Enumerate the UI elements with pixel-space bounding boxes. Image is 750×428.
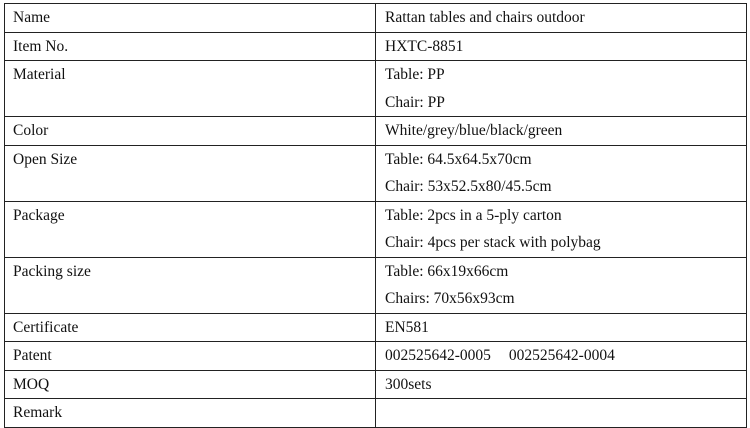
row-label-cell: [5, 61, 376, 117]
row-value: Table: 64.5x64.5x70cm: [385, 150, 532, 168]
row-label-cell: [5, 257, 376, 313]
row-label: Remark: [13, 404, 63, 421]
row-label: Color: [13, 122, 49, 139]
row-value-cell: [376, 145, 747, 201]
table-row: [5, 61, 747, 117]
row-value-cell: [376, 4, 747, 33]
row-value-cell: [376, 61, 747, 117]
row-value: Chairs: 70x56x93cm: [385, 290, 515, 307]
patent-number: 002525642-0005: [385, 347, 491, 364]
row-value: White/grey/blue/black/green: [385, 122, 563, 139]
row-value: Chair: 4pcs per stack with polybag: [385, 234, 601, 251]
table-row: [5, 201, 747, 257]
row-value: [376, 399, 746, 427]
row-label-cell: [5, 145, 376, 201]
row-value: Table: 66x19x66cm: [385, 262, 509, 280]
row-value: Rattan tables and chairs outdoor: [385, 9, 585, 26]
row-value: Chair: 53x52.5x80/45.5cm: [385, 178, 552, 195]
row-label: Packing size: [13, 262, 91, 280]
row-label: Certificate: [13, 318, 79, 336]
row-label: Item No.: [13, 37, 69, 55]
row-label-cell: [5, 399, 376, 428]
row-value-cell: [376, 370, 747, 399]
row-value-cell: [376, 257, 747, 313]
row-label-cell: [5, 4, 376, 33]
row-label: Patent: [13, 347, 52, 364]
patent-numbers: [376, 342, 746, 370]
table-row: [5, 399, 747, 428]
table-row: [5, 4, 747, 33]
table-row: [5, 257, 747, 313]
row-label-cell: [5, 370, 376, 399]
row-value-cell: [376, 313, 747, 342]
patent-number: 002525642-0004: [508, 347, 615, 364]
table-row: [5, 32, 747, 61]
row-value-cell: [376, 117, 747, 146]
row-label: Package: [13, 206, 65, 224]
row-label-cell: [5, 32, 376, 61]
row-value: EN581: [385, 318, 429, 336]
row-value: Table: PP: [385, 66, 445, 83]
row-label: MOQ: [13, 375, 50, 393]
row-label-cell: [5, 117, 376, 146]
row-label: Open Size: [13, 150, 78, 168]
table-row: [5, 313, 747, 342]
row-value-cell: [376, 201, 747, 257]
row-value-cell: [376, 32, 747, 61]
row-value-cell: [376, 399, 747, 428]
row-label-cell: [5, 313, 376, 342]
row-value: 300sets: [385, 375, 432, 393]
row-value-cell: [376, 342, 747, 371]
product-spec-table: [4, 3, 747, 428]
table-row: [5, 117, 747, 146]
table-row: [5, 145, 747, 201]
row-label-cell: [5, 201, 376, 257]
row-value: Chair: PP: [385, 93, 445, 111]
row-value: Table: 2pcs in a 5-ply carton: [385, 206, 562, 224]
table-row: [5, 370, 747, 399]
row-label-cell: [5, 342, 376, 371]
row-value: HXTC-8851: [385, 37, 464, 55]
row-label: Name: [13, 9, 51, 26]
table-row: [5, 342, 747, 371]
row-label: Material: [13, 66, 66, 83]
